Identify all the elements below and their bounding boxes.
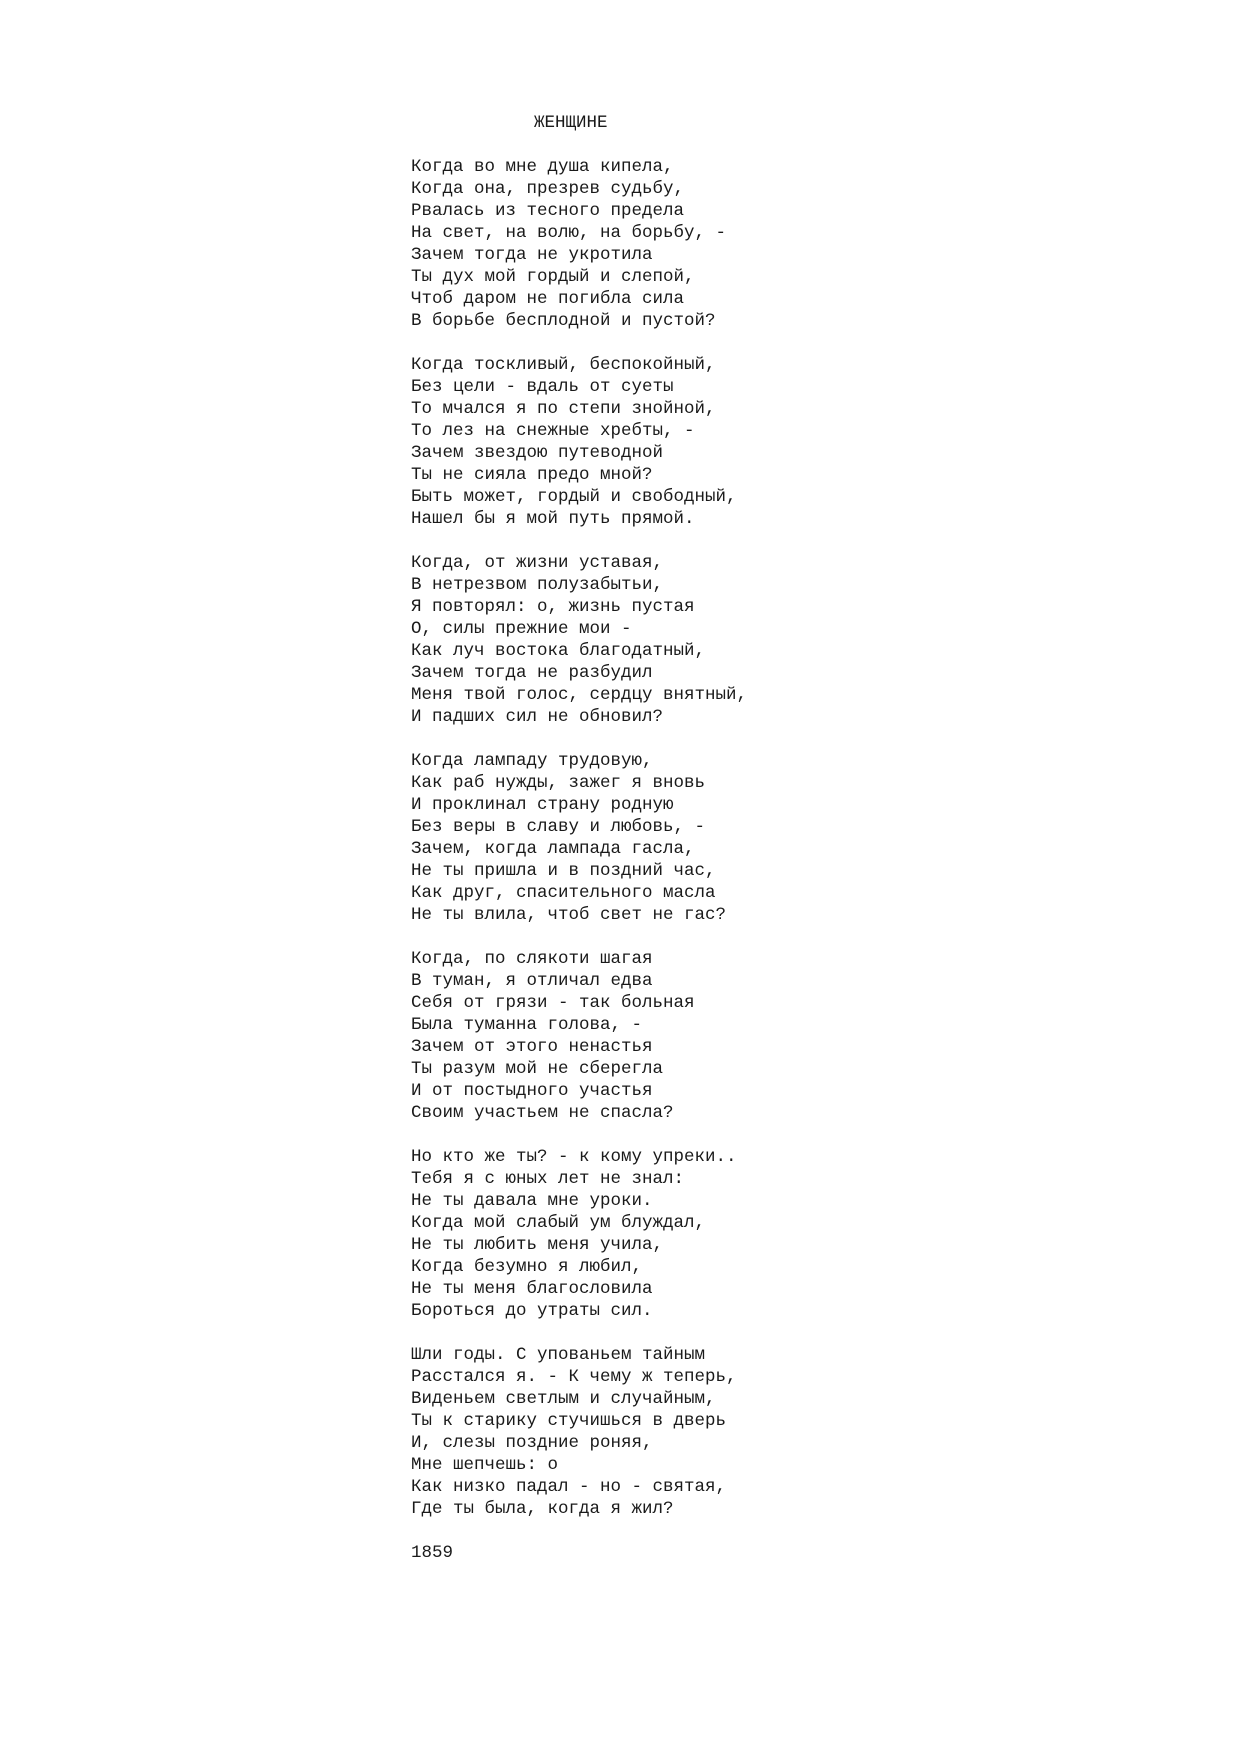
stanza-spacer — [411, 530, 1111, 552]
poem-line: На свет, на волю, на борьбу, - — [411, 223, 727, 243]
poem-line: Нашел бы я мой путь прямой. — [411, 509, 695, 529]
poem-line: Мне шепчешь: о — [411, 1455, 559, 1475]
poem-line: Шли годы. С упованьем тайным — [411, 1345, 706, 1365]
poem-line: Виденьем светлым и случайным, — [411, 1389, 716, 1409]
poem-line: Когда во мне душа кипела, — [411, 157, 674, 177]
poem-line: Не ты любить меня учила, — [411, 1235, 664, 1255]
poem-line: Как низко падал - но - святая, — [411, 1477, 727, 1497]
poem-line: Когда тоскливый, беспокойный, — [411, 355, 716, 375]
poem-line: Когда мой слабый ум блуждал, — [411, 1213, 706, 1233]
stanza-3 — [411, 552, 1111, 728]
poem-line: Рвалась из тесного предела — [411, 201, 685, 221]
stanza-7 — [411, 1344, 1111, 1520]
poem-line: Бороться до утраты сил. — [411, 1301, 653, 1321]
poem-line: Не ты давала мне уроки. — [411, 1191, 653, 1211]
stanza-spacer — [411, 332, 1111, 354]
poem-line: То мчался я по степи знойной, — [411, 399, 716, 419]
poem-line: Где ты была, когда я жил? — [411, 1499, 674, 1519]
year-spacer — [411, 1520, 1111, 1542]
stanza-1 — [411, 156, 1111, 332]
poem-page — [411, 112, 1111, 1564]
poem-line: Зачем звездою путеводной — [411, 443, 664, 463]
stanza-4 — [411, 750, 1111, 926]
poem-line: Зачем от этого ненастья — [411, 1037, 653, 1057]
poem-line: Когда безумно я любил, — [411, 1257, 643, 1277]
stanza-6 — [411, 1146, 1111, 1322]
stanza-5 — [411, 948, 1111, 1124]
poem-line: Я повторял: о, жизнь пустая — [411, 597, 695, 617]
poem-line: И от постыдного участья — [411, 1081, 653, 1101]
poem-line: Ты к старику стучишься в дверь — [411, 1411, 727, 1431]
stanza-spacer — [411, 728, 1111, 750]
poem-line: Не ты пришла и в поздний час, — [411, 861, 716, 881]
poem-line: Как друг, спасительного масла — [411, 883, 716, 903]
stanza-spacer — [411, 1322, 1111, 1344]
poem-line: Когда лампаду трудовую, — [411, 751, 653, 771]
poem-line: Себя от грязи - так больная — [411, 993, 695, 1013]
poem-line: О, силы прежние мои - — [411, 619, 632, 639]
poem-line: Без веры в славу и любовь, - — [411, 817, 706, 837]
title-spacer — [411, 134, 1111, 156]
poem-title: ЖЕНЩИНЕ — [534, 113, 608, 133]
poem-line: Зачем тогда не укротила — [411, 245, 653, 265]
poem-line: И проклинал страну родную — [411, 795, 674, 815]
poem-line: Ты не сияла предо мной? — [411, 465, 653, 485]
poem-line: Когда, по слякоти шагая — [411, 949, 653, 969]
poem-line: Своим участьем не спасла? — [411, 1103, 674, 1123]
poem-line: Не ты меня благословила — [411, 1279, 653, 1299]
poem-line: В нетрезвом полузабытьи, — [411, 575, 664, 595]
stanza-spacer — [411, 926, 1111, 948]
poem-line: Была туманна голова, - — [411, 1015, 643, 1035]
poem-line: Как раб нужды, зажег я вновь — [411, 773, 706, 793]
poem-line: И падших сил не обновил? — [411, 707, 664, 727]
poem-line: Но кто же ты? - к кому упреки.. — [411, 1147, 737, 1167]
poem-line: Как луч востока благодатный, — [411, 641, 706, 661]
poem-line: Без цели - вдаль от суеты — [411, 377, 674, 397]
poem-line: Ты разум мой не сберегла — [411, 1059, 664, 1079]
poem-line: В борьбе бесплодной и пустой? — [411, 311, 716, 331]
poem-line: Меня твой голос, сердцу внятный, — [411, 685, 748, 705]
poem-line: Чтоб даром не погибла сила — [411, 289, 685, 309]
poem-line: То лез на снежные хребты, - — [411, 421, 695, 441]
poem-line: Расстался я. - К чему ж теперь, — [411, 1367, 737, 1387]
poem-line: И, слезы поздние роняя, — [411, 1433, 653, 1453]
poem-line: Не ты влила, чтоб свет не гас? — [411, 905, 727, 925]
poem-year: 1859 — [411, 1543, 454, 1563]
stanza-2 — [411, 354, 1111, 530]
poem-line: Когда, от жизни уставая, — [411, 553, 664, 573]
poem-body — [411, 156, 1111, 1520]
poem-line: Зачем, когда лампада гасла, — [411, 839, 695, 859]
poem-line: Зачем тогда не разбудил — [411, 663, 653, 683]
poem-line: Тебя я с юных лет не знал: — [411, 1169, 685, 1189]
poem-line: Когда она, презрев судьбу, — [411, 179, 685, 199]
poem-line: В туман, я отличал едва — [411, 971, 653, 991]
poem-line: Быть может, гордый и свободный, — [411, 487, 737, 507]
stanza-spacer — [411, 1124, 1111, 1146]
poem-line: Ты дух мой гордый и слепой, — [411, 267, 695, 287]
